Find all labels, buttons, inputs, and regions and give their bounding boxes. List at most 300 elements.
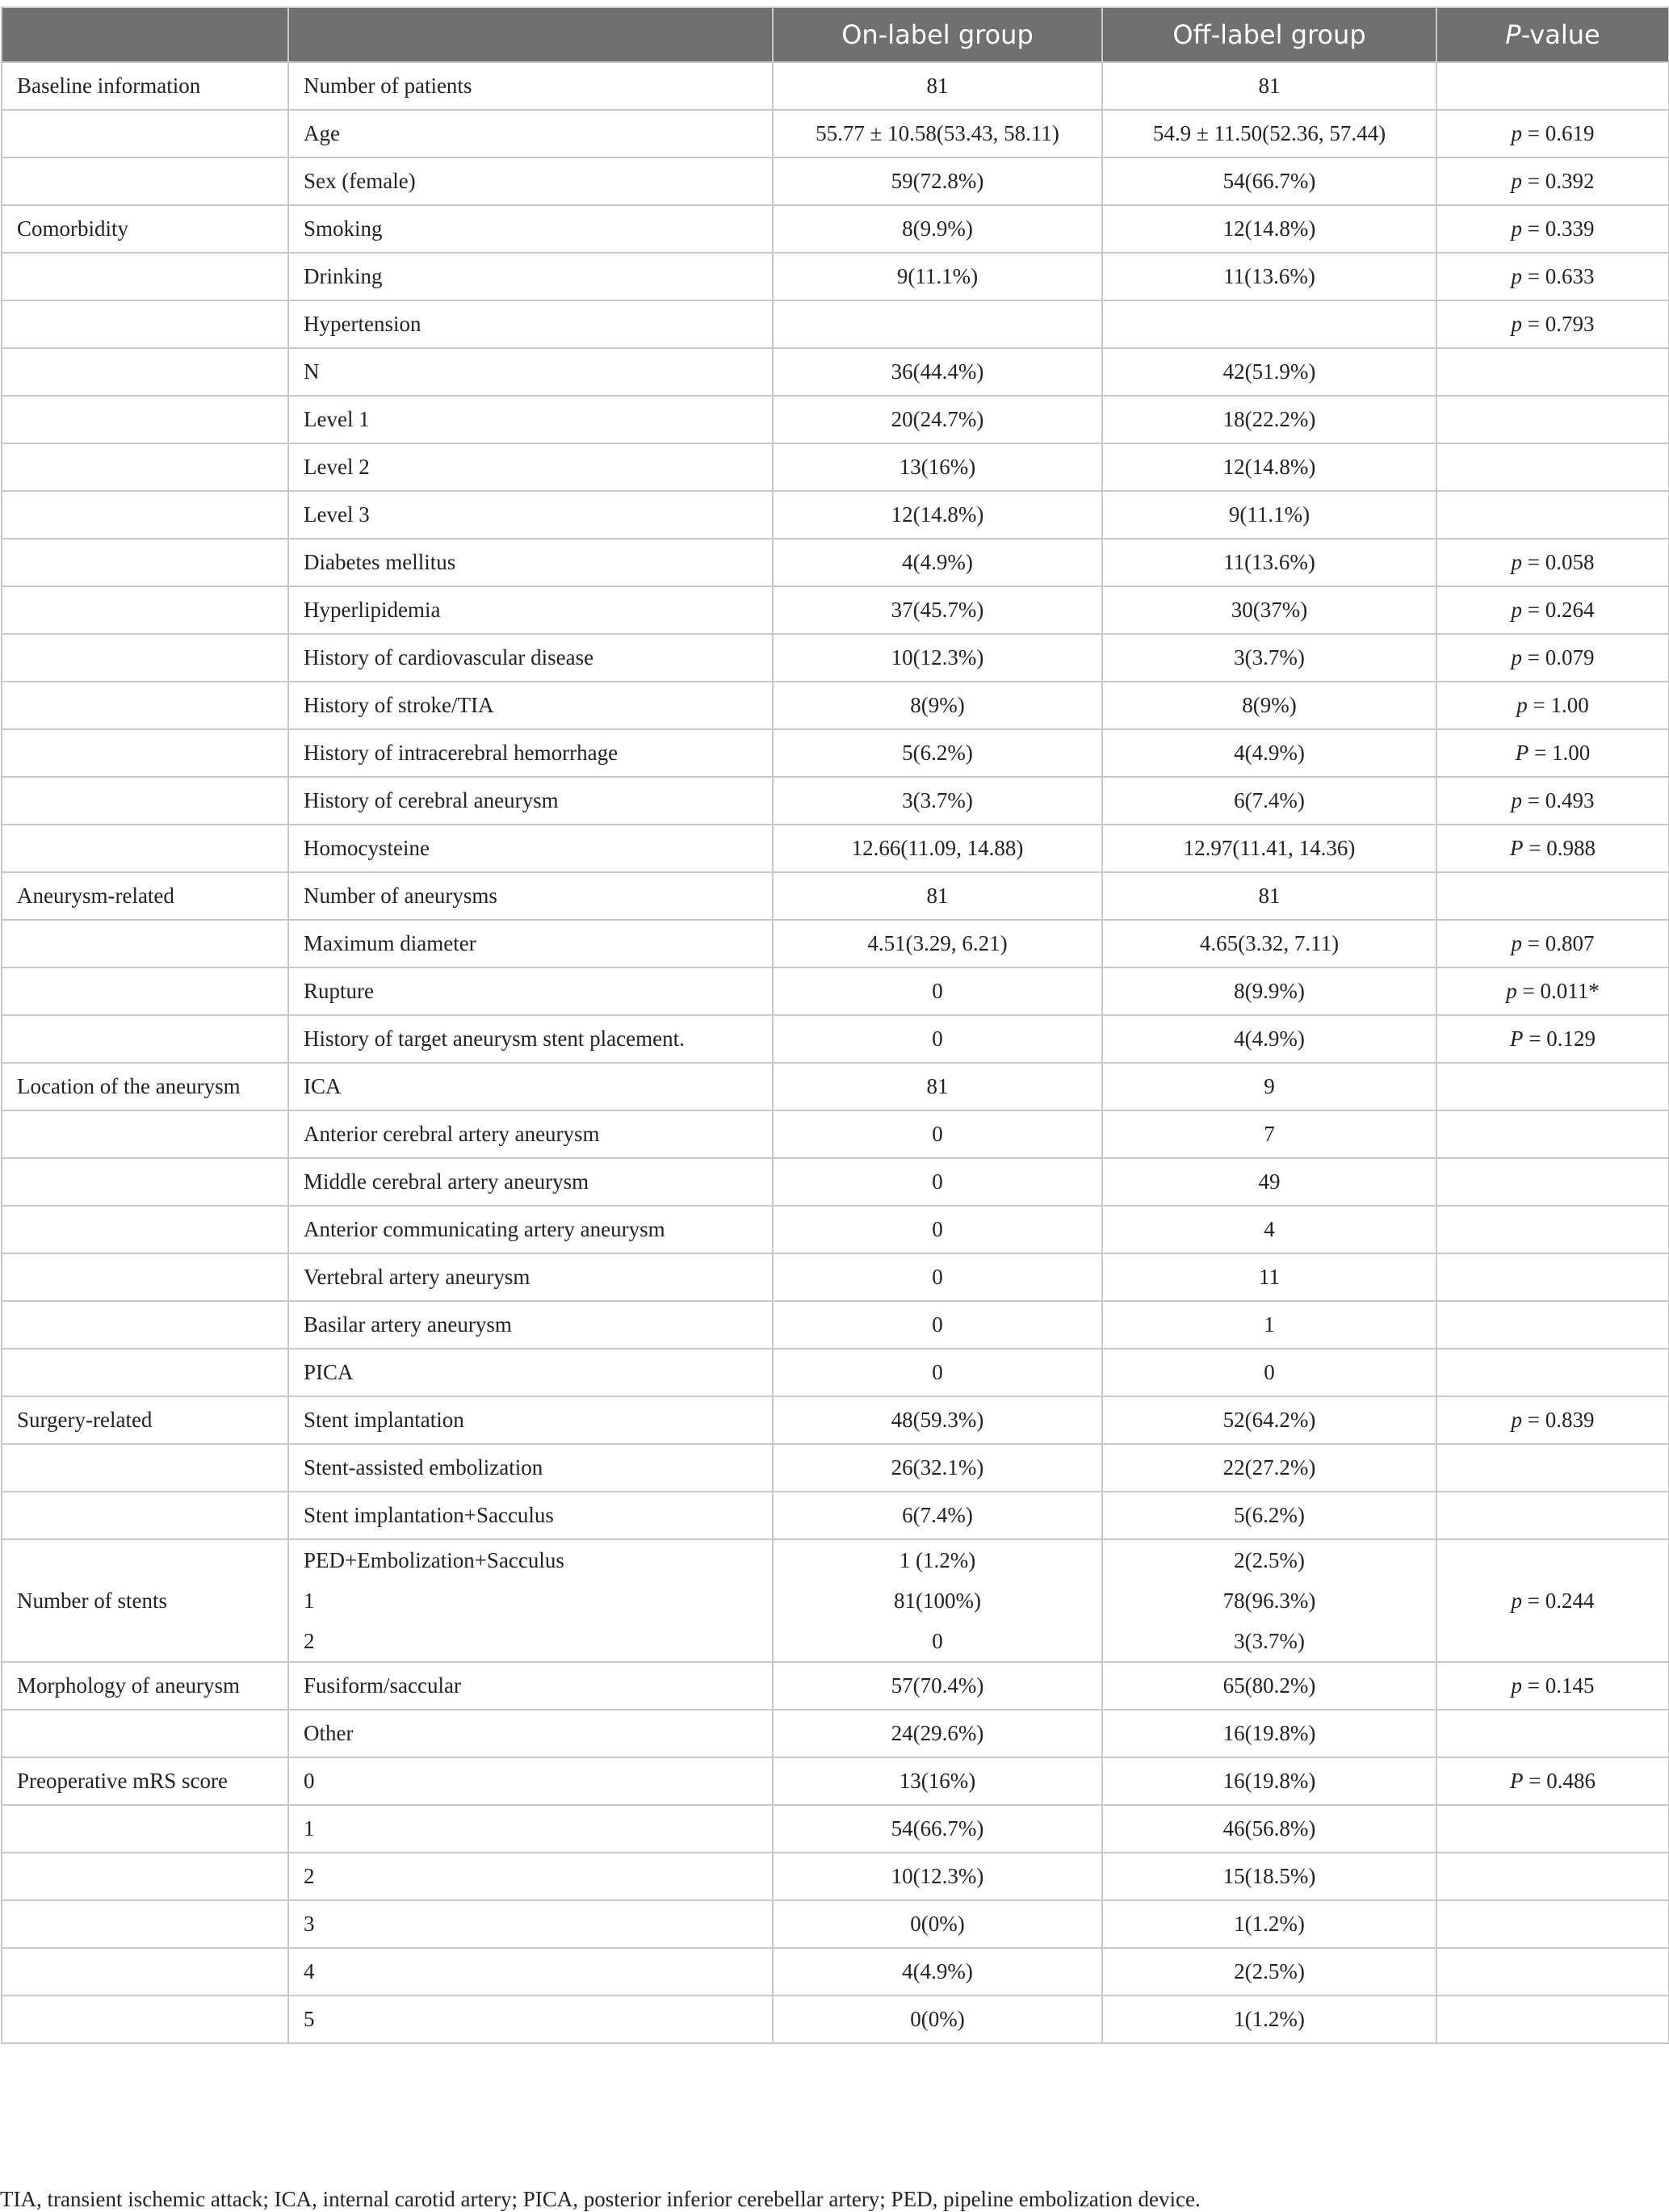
table-row	[2, 872, 1669, 920]
p-number: = 0.807	[1522, 931, 1595, 955]
off-label-cell: 81	[1102, 872, 1436, 920]
p-value-cell	[1436, 1444, 1669, 1492]
p-value-cell	[1436, 1853, 1669, 1900]
p-number: = 0.079	[1522, 645, 1595, 669]
variable-cell: Level 2	[288, 443, 773, 491]
off-label-cell: 81	[1102, 62, 1436, 110]
variable-cell: Diabetes mellitus	[288, 539, 773, 586]
p-letter: p	[1511, 169, 1522, 193]
variable-line: 2	[304, 1629, 315, 1653]
on-label-cell: 12.66(11.09, 14.88)	[773, 825, 1102, 872]
p-value-cell	[1436, 1349, 1669, 1396]
on-label-cell: 5(6.2%)	[773, 729, 1102, 777]
variable-cell: Hypertension	[288, 300, 773, 348]
p-number: = 1.00	[1527, 693, 1589, 717]
table-row	[2, 157, 1669, 205]
p-number: = 0.839	[1522, 1408, 1595, 1432]
table-body	[2, 62, 1669, 2043]
variable-cell: Age	[288, 110, 773, 157]
category-cell	[2, 348, 288, 396]
p-value-cell	[1436, 1396, 1669, 1444]
on-label-cell	[773, 1539, 1102, 1662]
category-cell: Preoperative mRS score	[2, 1757, 288, 1805]
p-letter: P	[1510, 836, 1524, 860]
category-cell	[2, 1853, 288, 1900]
table-row	[2, 1948, 1669, 1996]
off-label-cell: 5(6.2%)	[1102, 1492, 1436, 1539]
on-label-cell: 0	[773, 1349, 1102, 1396]
table-row	[2, 1853, 1669, 1900]
baseline-table	[1, 6, 1669, 2044]
on-label-cell: 0(0%)	[773, 1900, 1102, 1948]
table-row	[2, 967, 1669, 1015]
off-label-cell: 52(64.2%)	[1102, 1396, 1436, 1444]
off-label-cell: 15(18.5%)	[1102, 1853, 1436, 1900]
table-row	[2, 1206, 1669, 1253]
variable-line: 1	[304, 1589, 315, 1613]
on-label-cell: 24(29.6%)	[773, 1710, 1102, 1757]
off-label-cell: 4(4.9%)	[1102, 729, 1436, 777]
p-value-cell	[1436, 253, 1669, 300]
variable-cell: Sex (female)	[288, 157, 773, 205]
off-label-cell: 6(7.4%)	[1102, 777, 1436, 825]
category-cell	[2, 967, 288, 1015]
on-label-cell: 4(4.9%)	[773, 1948, 1102, 1996]
off-label-cell: 0	[1102, 1349, 1436, 1396]
table-row	[2, 920, 1669, 967]
category-cell: Comorbidity	[2, 205, 288, 253]
on-label-line: 81(100%)	[894, 1589, 981, 1613]
category-cell	[2, 110, 288, 157]
on-label-cell: 4.51(3.29, 6.21)	[773, 920, 1102, 967]
p-value-cell	[1436, 396, 1669, 443]
p-letter: p	[1511, 788, 1522, 812]
variable-cell: Smoking	[288, 205, 773, 253]
p-value-cell	[1436, 920, 1669, 967]
p-value-cell	[1436, 110, 1669, 157]
p-value-cell	[1436, 300, 1669, 348]
off-label-cell: 16(19.8%)	[1102, 1710, 1436, 1757]
on-label-cell: 26(32.1%)	[773, 1444, 1102, 1492]
p-letter: p	[1511, 312, 1522, 336]
table-header	[2, 7, 1669, 62]
p-value-cell	[1436, 1492, 1669, 1539]
off-label-cell: 65(80.2%)	[1102, 1662, 1436, 1710]
off-label-cell: 11(13.6%)	[1102, 539, 1436, 586]
variable-cell: Stent-assisted embolization	[288, 1444, 773, 1492]
p-number: = 0.392	[1522, 169, 1595, 193]
p-number: = 1.00	[1529, 741, 1591, 765]
on-label-cell: 4(4.9%)	[773, 539, 1102, 586]
category-cell: Location of the aneurysm	[2, 1063, 288, 1110]
category-cell	[2, 1900, 288, 1948]
off-label-cell: 9	[1102, 1063, 1436, 1110]
off-label-line: 2(2.5%)	[1234, 1548, 1305, 1572]
table-row	[2, 491, 1669, 539]
p-value-cell	[1436, 205, 1669, 253]
p-value-cell	[1436, 1110, 1669, 1158]
on-label-cell: 10(12.3%)	[773, 634, 1102, 682]
p-letter: p	[1516, 693, 1528, 717]
category-cell	[2, 1301, 288, 1349]
p-value-cell	[1436, 1900, 1669, 1948]
variable-cell: Stent implantation+Sacculus	[288, 1492, 773, 1539]
p-number: = 0.058	[1522, 550, 1595, 574]
variable-cell: ICA	[288, 1063, 773, 1110]
p-value-cell	[1436, 443, 1669, 491]
table-footnote: TIA, transient ischemic attack; ICA, internal carotid artery; PICA, posterior inferior cerebellar artery; PED, pipeline embolization device.	[0, 2187, 1201, 2211]
off-label-cell: 12(14.8%)	[1102, 205, 1436, 253]
p-value-cell	[1436, 1948, 1669, 1996]
on-label-cell: 81	[773, 1063, 1102, 1110]
p-value-cell	[1436, 682, 1669, 729]
table-row	[2, 1492, 1669, 1539]
p-letter: p	[1511, 1673, 1522, 1698]
on-label-cell: 37(45.7%)	[773, 586, 1102, 634]
variable-cell: 3	[288, 1900, 773, 1948]
p-value-cell	[1436, 1063, 1669, 1110]
table-row	[2, 62, 1669, 110]
table-row	[2, 300, 1669, 348]
p-value-cell	[1436, 967, 1669, 1015]
p-number: = 0.244	[1522, 1588, 1595, 1613]
on-label-cell: 36(44.4%)	[773, 348, 1102, 396]
off-label-cell: 49	[1102, 1158, 1436, 1206]
table-row	[2, 443, 1669, 491]
off-label-cell: 8(9%)	[1102, 682, 1436, 729]
header-variable	[288, 7, 773, 62]
off-label-cell: 46(56.8%)	[1102, 1805, 1436, 1853]
header-category	[2, 7, 288, 62]
table-row	[2, 1757, 1669, 1805]
variable-cell: 4	[288, 1948, 773, 1996]
category-cell	[2, 1015, 288, 1063]
on-label-cell: 12(14.8%)	[773, 491, 1102, 539]
table-row	[2, 634, 1669, 682]
variable-cell: 5	[288, 1996, 773, 2043]
variable-cell: Homocysteine	[288, 825, 773, 872]
variable-cell: History of target aneurysm stent placement.	[288, 1015, 773, 1063]
category-cell	[2, 1253, 288, 1301]
on-label-cell: 6(7.4%)	[773, 1492, 1102, 1539]
category-cell	[2, 1492, 288, 1539]
category-cell	[2, 825, 288, 872]
variable-cell: Number of patients	[288, 62, 773, 110]
p-value-cell	[1436, 1158, 1669, 1206]
off-label-cell	[1102, 300, 1436, 348]
category-cell: Morphology of aneurysm	[2, 1662, 288, 1710]
on-label-cell: 0	[773, 1253, 1102, 1301]
p-value-cell	[1436, 777, 1669, 825]
p-value-cell	[1436, 1996, 1669, 2043]
table-row	[2, 1110, 1669, 1158]
on-label-cell: 13(16%)	[773, 443, 1102, 491]
category-cell	[2, 1805, 288, 1853]
off-label-cell	[1102, 1539, 1436, 1662]
p-letter: p	[1511, 121, 1522, 145]
off-label-cell: 12.97(11.41, 14.36)	[1102, 825, 1436, 872]
p-number: = 0.633	[1522, 264, 1595, 288]
off-label-cell: 12(14.8%)	[1102, 443, 1436, 491]
header-off-label: Off-label group	[1102, 7, 1436, 62]
on-label-cell: 0	[773, 1110, 1102, 1158]
p-number: = 0.493	[1522, 788, 1595, 812]
variable-cell: Other	[288, 1710, 773, 1757]
off-label-cell: 16(19.8%)	[1102, 1757, 1436, 1805]
p-letter: p	[1511, 645, 1522, 669]
variable-cell: Anterior communicating artery aneurysm	[288, 1206, 773, 1253]
variable-cell: History of cerebral aneurysm	[288, 777, 773, 825]
table-row	[2, 348, 1669, 396]
category-cell	[2, 920, 288, 967]
off-label-cell: 54.9 ± 11.50(52.36, 57.44)	[1102, 110, 1436, 157]
on-label-cell: 0(0%)	[773, 1996, 1102, 2043]
table-row	[2, 205, 1669, 253]
on-label-cell: 3(3.7%)	[773, 777, 1102, 825]
p-value-cell	[1436, 1710, 1669, 1757]
category-cell	[2, 777, 288, 825]
on-label-cell: 0	[773, 1015, 1102, 1063]
category-cell: Number of stents	[2, 1539, 288, 1662]
p-letter: p	[1511, 550, 1522, 574]
category-cell	[2, 1710, 288, 1757]
table-row	[2, 1996, 1669, 2043]
off-label-cell: 18(22.2%)	[1102, 396, 1436, 443]
category-cell	[2, 396, 288, 443]
variable-cell	[288, 1539, 773, 1662]
p-number: = 0.619	[1522, 121, 1595, 145]
category-cell	[2, 253, 288, 300]
table-row	[2, 729, 1669, 777]
table-row	[2, 1900, 1669, 1948]
p-letter: p	[1511, 931, 1522, 955]
on-label-cell	[773, 300, 1102, 348]
p-value-cell	[1436, 1301, 1669, 1349]
on-label-cell: 48(59.3%)	[773, 1396, 1102, 1444]
variable-cell: Level 3	[288, 491, 773, 539]
table-row	[2, 253, 1669, 300]
p-number: = 0.339	[1522, 216, 1595, 241]
table-container	[0, 6, 1669, 2044]
p-value-cell	[1436, 729, 1669, 777]
table-row	[2, 1710, 1669, 1757]
header-p-letter: P	[1505, 19, 1521, 50]
variable-cell: Stent implantation	[288, 1396, 773, 1444]
on-label-cell: 57(70.4%)	[773, 1662, 1102, 1710]
p-letter: P	[1510, 1769, 1524, 1793]
on-label-cell: 13(16%)	[773, 1757, 1102, 1805]
category-cell	[2, 634, 288, 682]
p-letter: P	[1510, 1026, 1524, 1051]
table-row	[2, 396, 1669, 443]
p-value-cell	[1436, 1539, 1669, 1662]
p-value-cell	[1436, 1015, 1669, 1063]
variable-line: PED+Embolization+Sacculus	[304, 1548, 564, 1572]
table-row	[2, 1158, 1669, 1206]
on-label-cell: 59(72.8%)	[773, 157, 1102, 205]
table-row	[2, 1301, 1669, 1349]
on-label-cell: 20(24.7%)	[773, 396, 1102, 443]
p-value-cell	[1436, 634, 1669, 682]
off-label-cell: 30(37%)	[1102, 586, 1436, 634]
category-cell	[2, 1110, 288, 1158]
p-value-cell	[1436, 825, 1669, 872]
variable-cell: Basilar artery aneurysm	[288, 1301, 773, 1349]
table-row	[2, 825, 1669, 872]
table-row	[2, 1063, 1669, 1110]
variable-cell: 2	[288, 1853, 773, 1900]
p-letter: p	[1511, 1408, 1522, 1432]
p-letter: p	[1511, 598, 1522, 622]
off-label-cell: 4	[1102, 1206, 1436, 1253]
p-value-cell	[1436, 1662, 1669, 1710]
category-cell	[2, 539, 288, 586]
p-value-cell	[1436, 1805, 1669, 1853]
variable-cell: Vertebral artery aneurysm	[288, 1253, 773, 1301]
variable-cell: N	[288, 348, 773, 396]
p-number: = 0.486	[1523, 1769, 1596, 1793]
off-label-cell: 11(13.6%)	[1102, 253, 1436, 300]
p-value-cell	[1436, 586, 1669, 634]
variable-cell: Maximum diameter	[288, 920, 773, 967]
off-label-cell: 9(11.1%)	[1102, 491, 1436, 539]
table-row	[2, 539, 1669, 586]
p-letter: p	[1511, 1588, 1522, 1613]
category-cell	[2, 1948, 288, 1996]
header-p-rest: -value	[1520, 19, 1600, 50]
on-label-cell: 0	[773, 967, 1102, 1015]
on-label-cell: 8(9.9%)	[773, 205, 1102, 253]
variable-cell: History of cardiovascular disease	[288, 634, 773, 682]
header-on-label: On-label group	[773, 7, 1102, 62]
on-label-line: 1 (1.2%)	[899, 1548, 976, 1572]
off-label-cell: 1(1.2%)	[1102, 1996, 1436, 2043]
table-row	[2, 1662, 1669, 1710]
off-label-cell: 3(3.7%)	[1102, 634, 1436, 682]
table-row	[2, 1539, 1669, 1662]
off-label-cell: 1	[1102, 1301, 1436, 1349]
variable-cell: Rupture	[288, 967, 773, 1015]
category-cell	[2, 1349, 288, 1396]
off-label-line: 78(96.3%)	[1222, 1589, 1316, 1613]
off-label-line: 3(3.7%)	[1234, 1629, 1305, 1653]
variable-cell: Number of aneurysms	[288, 872, 773, 920]
category-cell: Baseline information	[2, 62, 288, 110]
p-letter: P	[1515, 741, 1529, 765]
p-number: = 0.793	[1522, 312, 1595, 336]
category-cell	[2, 682, 288, 729]
p-number: = 0.145	[1522, 1673, 1595, 1698]
off-label-cell: 54(66.7%)	[1102, 157, 1436, 205]
on-label-cell: 8(9%)	[773, 682, 1102, 729]
category-cell	[2, 300, 288, 348]
on-label-cell: 9(11.1%)	[773, 253, 1102, 300]
category-cell	[2, 1206, 288, 1253]
category-cell	[2, 1444, 288, 1492]
table-row	[2, 1805, 1669, 1853]
on-label-cell: 0	[773, 1206, 1102, 1253]
on-label-cell: 81	[773, 872, 1102, 920]
category-cell	[2, 443, 288, 491]
table-row	[2, 777, 1669, 825]
on-label-cell: 54(66.7%)	[773, 1805, 1102, 1853]
category-cell: Aneurysm-related	[2, 872, 288, 920]
p-value-cell	[1436, 872, 1669, 920]
on-label-cell: 0	[773, 1158, 1102, 1206]
p-value-cell	[1436, 348, 1669, 396]
variable-cell: History of intracerebral hemorrhage	[288, 729, 773, 777]
p-number: = 0.129	[1523, 1026, 1596, 1051]
variable-cell: Level 1	[288, 396, 773, 443]
category-cell	[2, 157, 288, 205]
variable-cell: Fusiform/saccular	[288, 1662, 773, 1710]
category-cell	[2, 586, 288, 634]
p-number: = 0.011*	[1516, 979, 1600, 1003]
p-value-cell	[1436, 157, 1669, 205]
variable-cell: 0	[288, 1757, 773, 1805]
p-value-cell	[1436, 1206, 1669, 1253]
on-label-cell: 55.77 ± 10.58(53.43, 58.11)	[773, 110, 1102, 157]
variable-cell: Anterior cerebral artery aneurysm	[288, 1110, 773, 1158]
on-label-cell: 0	[773, 1301, 1102, 1349]
off-label-cell: 1(1.2%)	[1102, 1900, 1436, 1948]
on-label-cell: 10(12.3%)	[773, 1853, 1102, 1900]
variable-cell: PICA	[288, 1349, 773, 1396]
off-label-cell: 22(27.2%)	[1102, 1444, 1436, 1492]
p-value-cell	[1436, 491, 1669, 539]
variable-cell: Middle cerebral artery aneurysm	[288, 1158, 773, 1206]
p-number: = 0.264	[1522, 598, 1595, 622]
category-cell	[2, 1996, 288, 2043]
variable-cell: Hyperlipidemia	[288, 586, 773, 634]
on-label-cell: 81	[773, 62, 1102, 110]
p-letter: p	[1506, 979, 1517, 1003]
variable-cell: 1	[288, 1805, 773, 1853]
header-row	[2, 7, 1669, 62]
p-letter: p	[1511, 264, 1522, 288]
variable-cell: History of stroke/TIA	[288, 682, 773, 729]
p-value-cell	[1436, 539, 1669, 586]
p-value-cell	[1436, 1253, 1669, 1301]
off-label-cell: 2(2.5%)	[1102, 1948, 1436, 1996]
table-row	[2, 110, 1669, 157]
off-label-cell: 7	[1102, 1110, 1436, 1158]
table-row	[2, 1015, 1669, 1063]
p-value-cell	[1436, 1757, 1669, 1805]
on-label-line: 0	[932, 1629, 943, 1653]
category-cell: Surgery-related	[2, 1396, 288, 1444]
p-number: = 0.988	[1523, 836, 1596, 860]
table-row	[2, 586, 1669, 634]
off-label-cell: 42(51.9%)	[1102, 348, 1436, 396]
variable-cell: Drinking	[288, 253, 773, 300]
table-row	[2, 682, 1669, 729]
off-label-cell: 8(9.9%)	[1102, 967, 1436, 1015]
off-label-cell: 11	[1102, 1253, 1436, 1301]
table-row	[2, 1349, 1669, 1396]
category-cell	[2, 1158, 288, 1206]
off-label-cell: 4.65(3.32, 7.11)	[1102, 920, 1436, 967]
table-row	[2, 1444, 1669, 1492]
off-label-cell: 4(4.9%)	[1102, 1015, 1436, 1063]
p-value-cell	[1436, 62, 1669, 110]
table-row	[2, 1253, 1669, 1301]
category-cell	[2, 491, 288, 539]
category-cell	[2, 729, 288, 777]
header-p-value	[1436, 7, 1669, 62]
p-letter: p	[1511, 216, 1522, 241]
table-row	[2, 1396, 1669, 1444]
